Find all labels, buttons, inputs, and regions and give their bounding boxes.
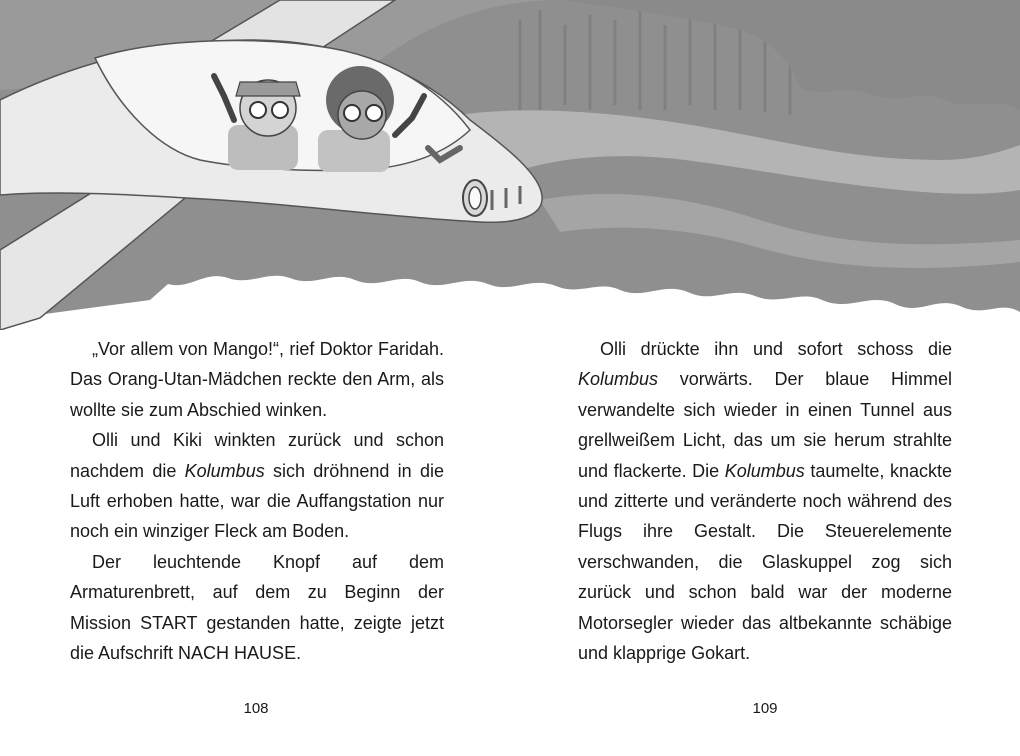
- ship-name-italic: Kolumbus: [184, 460, 265, 481]
- right-page-text: [578, 334, 952, 668]
- paragraph: [578, 334, 952, 668]
- paragraph-text: sich dröhnend in die Luft erhoben hatte, war die Auffangstation nur noch ein winziger Fleck am Boden.: [70, 460, 444, 542]
- page-number-right: 109: [752, 700, 778, 717]
- paragraph-text: „Vor allem von Mango!“, rief Doktor Faridah. Das Orang-Utan-Mädchen reckte den Arm, als wollte sie zum Abschied winken.: [70, 339, 444, 420]
- ship-name-italic: Kolumbus: [578, 369, 659, 390]
- paragraph: [70, 425, 444, 547]
- paragraph-text: taumelte, knackte und zitterte und veränderte noch während des Flugs ihre Gestalt. Die Steuerelemente verschwanden, die Glaskuppel zog sich zurück und schon bald war der moderne Motorsegler wieder das altbekannte schäbige und klapprige Gokart.: [578, 460, 953, 664]
- paragraph: [70, 547, 444, 669]
- paragraph-text: Olli und Kiki winkten zurück und schon nachdem die: [70, 430, 444, 481]
- left-page-text: [70, 334, 444, 668]
- paragraph: [70, 334, 444, 425]
- paragraph-text: Olli drückte ihn und sofort schoss die: [600, 339, 952, 359]
- page-number-left: 108: [243, 700, 269, 717]
- paragraph-text: Der leuchtende Knopf auf dem Armaturenbrett, auf dem zu Beginn der Mission START gestanden hatte, zeigte jetzt die Aufschrift NACH HAUSE.: [70, 551, 444, 664]
- ship-name-italic: Kolumbus: [724, 460, 805, 481]
- paragraph-text: vorwärts. Der blaue Himmel verwandelte sich wieder in einen Tunnel aus grellweißem Licht, das um sie herum strahlte und flackerte. Die: [578, 369, 952, 481]
- book-illustration-glider: [0, 0, 1020, 330]
